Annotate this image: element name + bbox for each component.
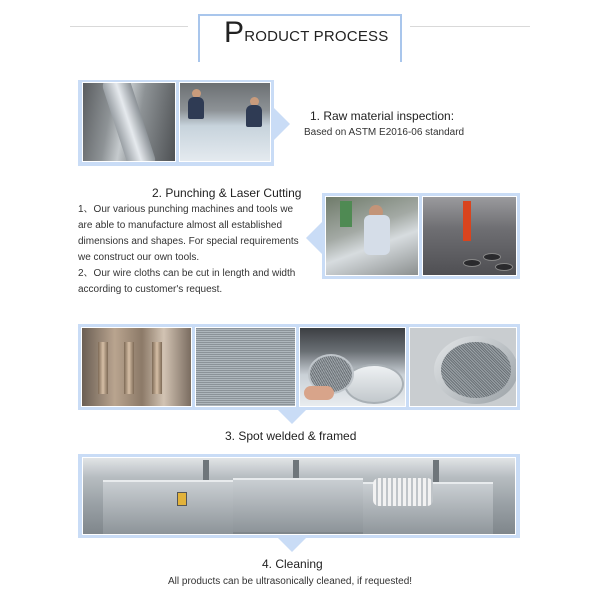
header-rule-right (410, 26, 530, 27)
inspection-photo (179, 82, 271, 162)
step2-text-line4: we construct our own tools. (78, 252, 200, 263)
header-rule-left (70, 26, 188, 27)
step4-title: 4. Cleaning (262, 557, 323, 571)
framed-filter-disc-photo (409, 327, 517, 407)
step2-text-line3: dimensions and shapes. For special requirements (78, 236, 299, 247)
raw-tube-photo (82, 82, 176, 162)
page-title-rest: RODUCT PROCESS (244, 28, 389, 45)
step3-arrow (278, 410, 306, 424)
page-title (224, 18, 388, 48)
step1-title: 1. Raw material inspection: (310, 109, 455, 123)
punching-photo (325, 196, 419, 276)
step2-arrow (306, 222, 322, 254)
laser-cutting-photo (422, 196, 517, 276)
step3-title: 3. Spot welded & framed (225, 429, 357, 443)
step4-arrow (278, 538, 306, 552)
framed-discs-photo (299, 327, 406, 407)
step4-text: All products can be ultrasonically cleaned, if requested! (168, 576, 413, 587)
ultrasonic-cleaning-photo (82, 457, 516, 535)
page-title-initial: P (224, 16, 245, 49)
step2-title: 2. Punching & Laser Cutting (152, 186, 302, 200)
step1-text: Based on ASTM E2016-06 standard (304, 127, 465, 138)
step2-text-line1: 1、Our various punching machines and tools we (78, 204, 294, 215)
step2-text-line2: are able to manufacture almost all established (78, 220, 283, 231)
mesh-closeup-photo (195, 327, 296, 407)
step1-arrow (274, 108, 290, 140)
spot-welding-photo (81, 327, 192, 407)
step2-text-line5: 2、Our wire cloths can be cut in length and width (78, 268, 296, 279)
step2-text-line6: according to customer's request. (78, 284, 223, 295)
